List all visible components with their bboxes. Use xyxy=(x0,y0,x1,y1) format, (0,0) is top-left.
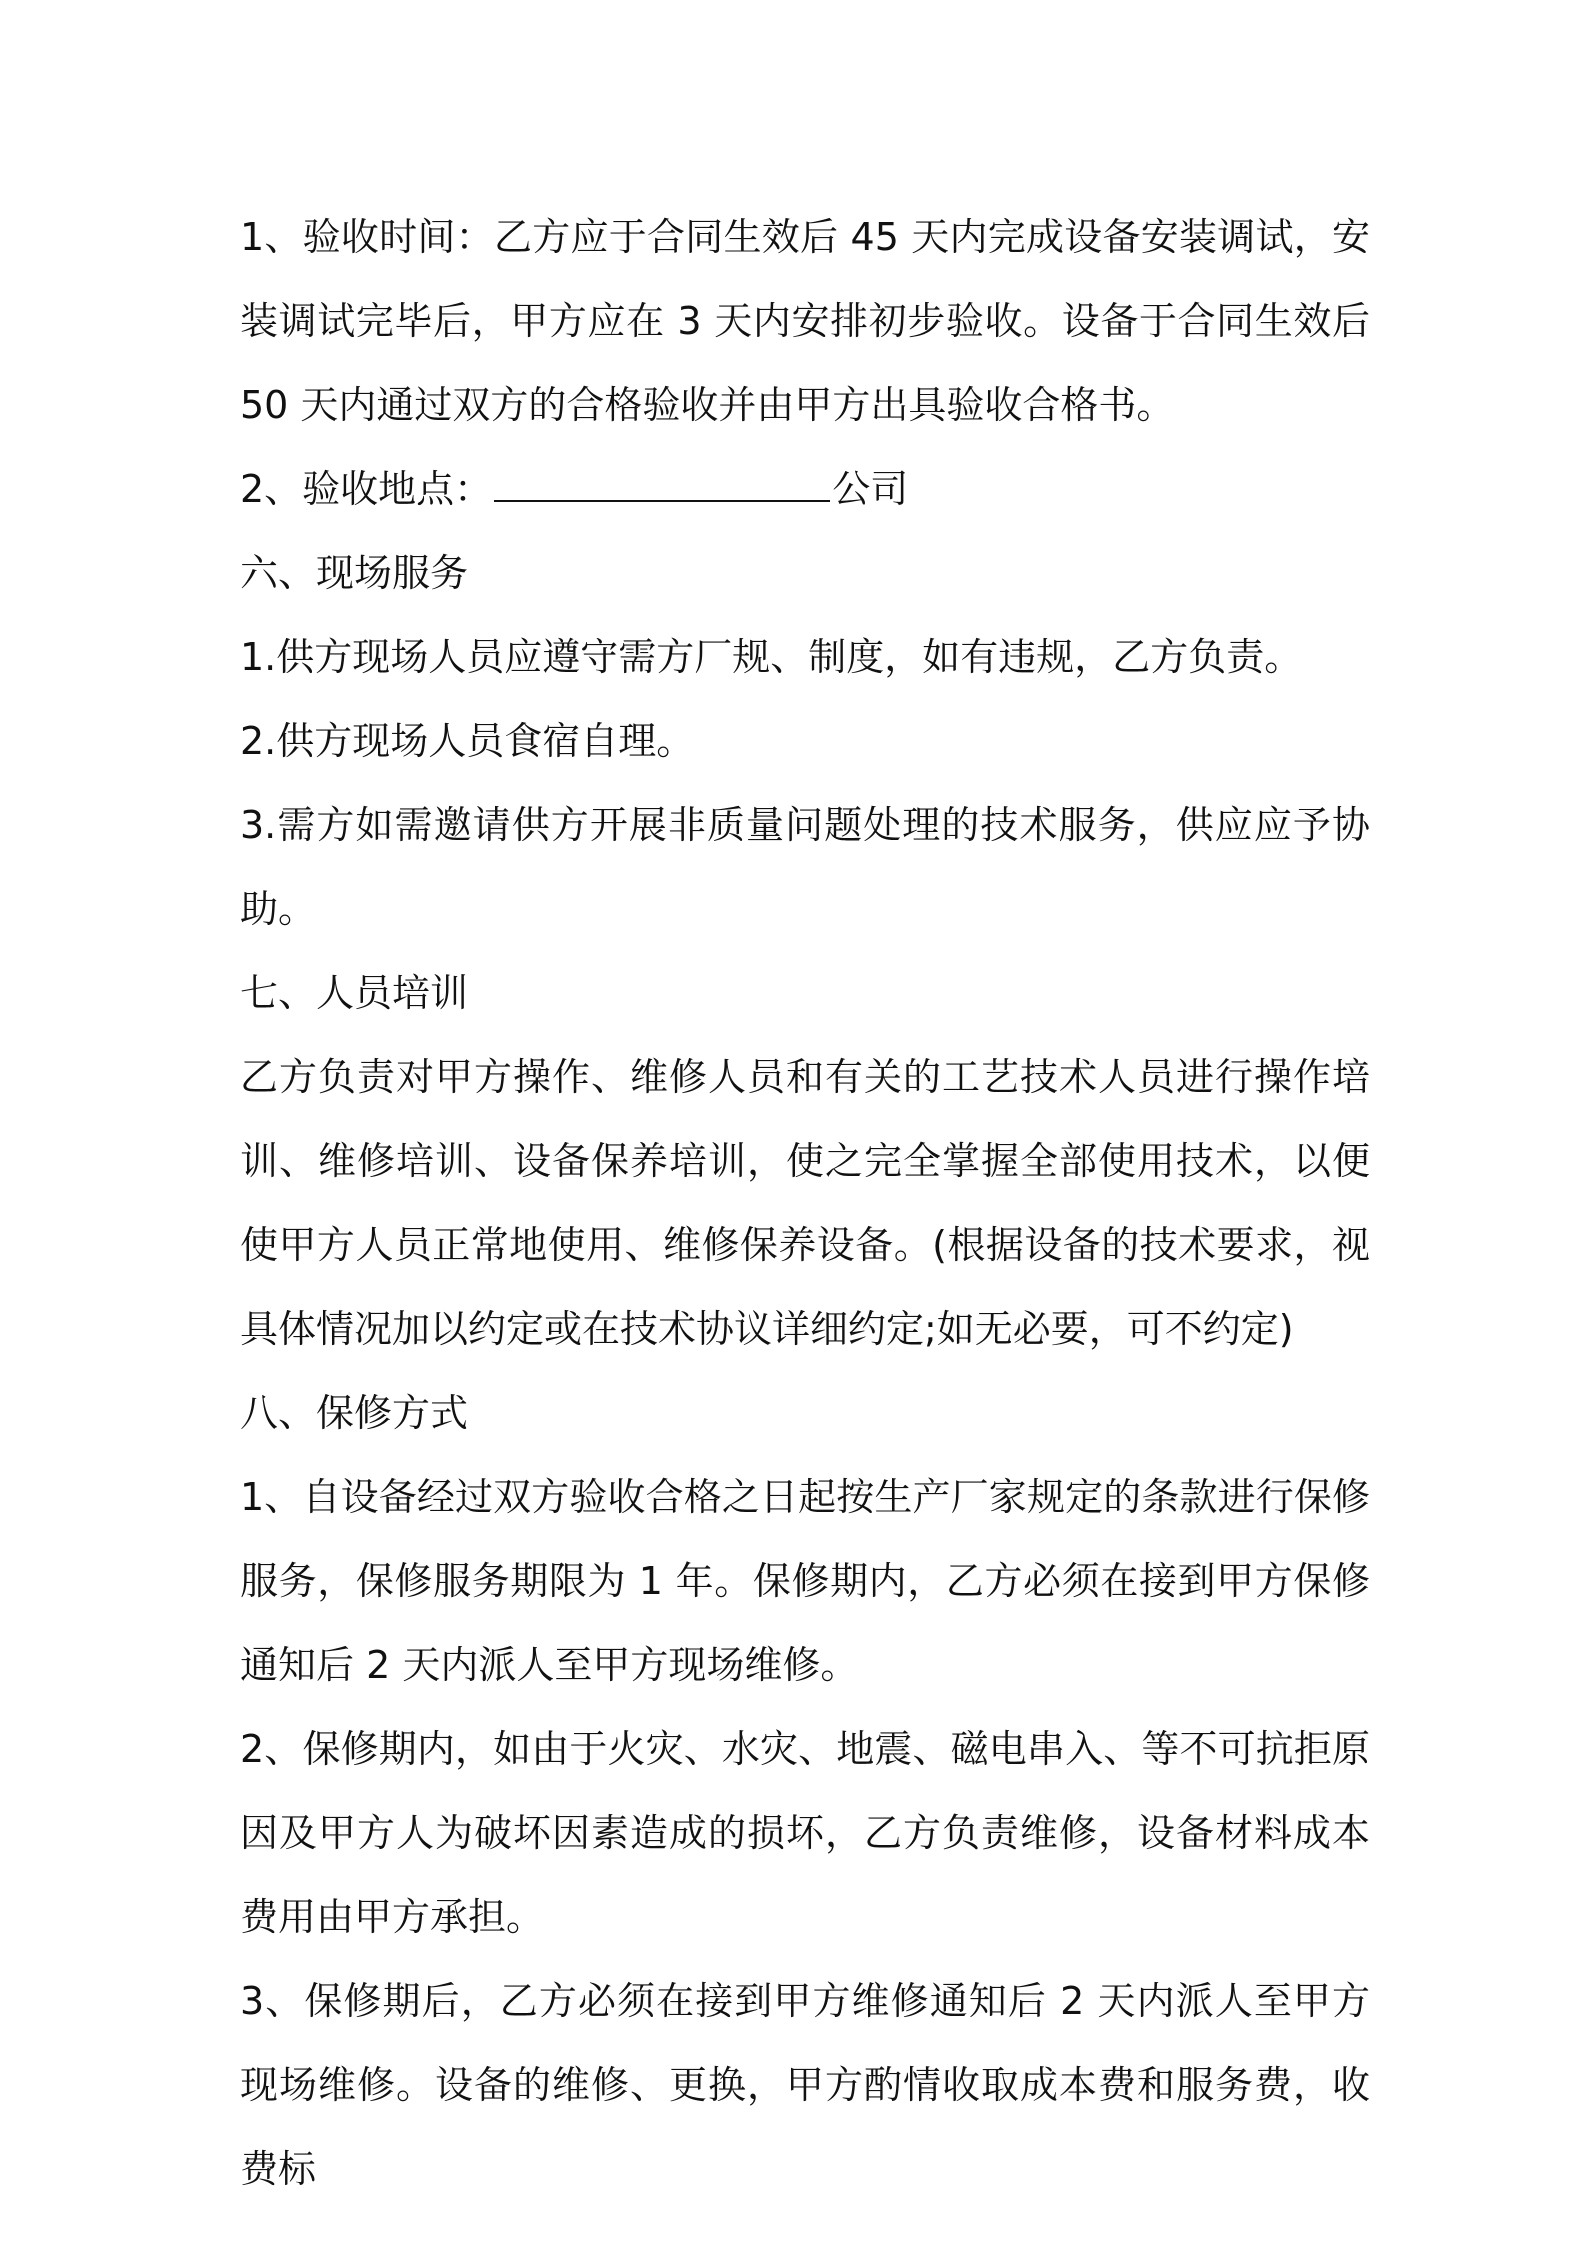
clause-warranty-force-majeure: 2、保修期内，如由于火灾、水灾、地震、磁电串入、等不可抗拒原因及甲方人为破坏因素造成的损坏，乙方负责维修，设备材料成本费用由甲方承担。 xyxy=(240,1727,1370,1939)
clause-post-warranty: 3、保修期后，乙方必须在接到甲方维修通知后 2 天内派人至甲方现场维修。设备的维修、更换，甲方酌情收取成本费和服务费，收费标 xyxy=(240,1979,1370,2191)
clause-onsite-assistance: 3.需方如需邀请供方开展非质量问题处理的技术服务，供应应予协助。 xyxy=(240,803,1370,931)
clause-training: 乙方负责对甲方操作、维修人员和有关的工艺技术人员进行操作培训、维修培训、设备保养培训，使之完全掌握全部使用技术，以便使甲方人员正常地使用、维修保养设备。(根据设备的技术要求，视具体情况加以约定或在技术协议详细约定;如无必要，可不约定) xyxy=(240,1055,1370,1351)
section-heading-warranty: 八、保修方式 xyxy=(240,1391,469,1435)
acceptance-location-suffix: 公司 xyxy=(832,467,909,511)
acceptance-location-blank xyxy=(494,470,830,502)
clause-warranty-period: 1、自设备经过双方验收合格之日起按生产厂家规定的条款进行保修服务，保修服务期限为 1 年。保修期内，乙方必须在接到甲方保修通知后 2 天内派人至甲方现场维修。 xyxy=(240,1475,1370,1687)
document-body xyxy=(240,195,1370,2211)
section-heading-onsite-service: 六、现场服务 xyxy=(240,551,469,595)
section-heading-training: 七、人员培训 xyxy=(240,971,469,1015)
clause-acceptance-location xyxy=(240,447,1370,531)
acceptance-location-label: 2、验收地点： xyxy=(240,467,493,511)
clause-onsite-lodging: 2.供方现场人员食宿自理。 xyxy=(240,719,695,763)
clause-acceptance-time: 1、验收时间：乙方应于合同生效后 45 天内完成设备安装调试，安装调试完毕后，甲方应在 3 天内安排初步验收。设备于合同生效后 50 天内通过双方的合格验收并由甲方出具验收合格书。 xyxy=(240,215,1370,427)
clause-onsite-rules: 1.供方现场人员应遵守需方厂规、制度，如有违规，乙方负责。 xyxy=(240,635,1303,679)
